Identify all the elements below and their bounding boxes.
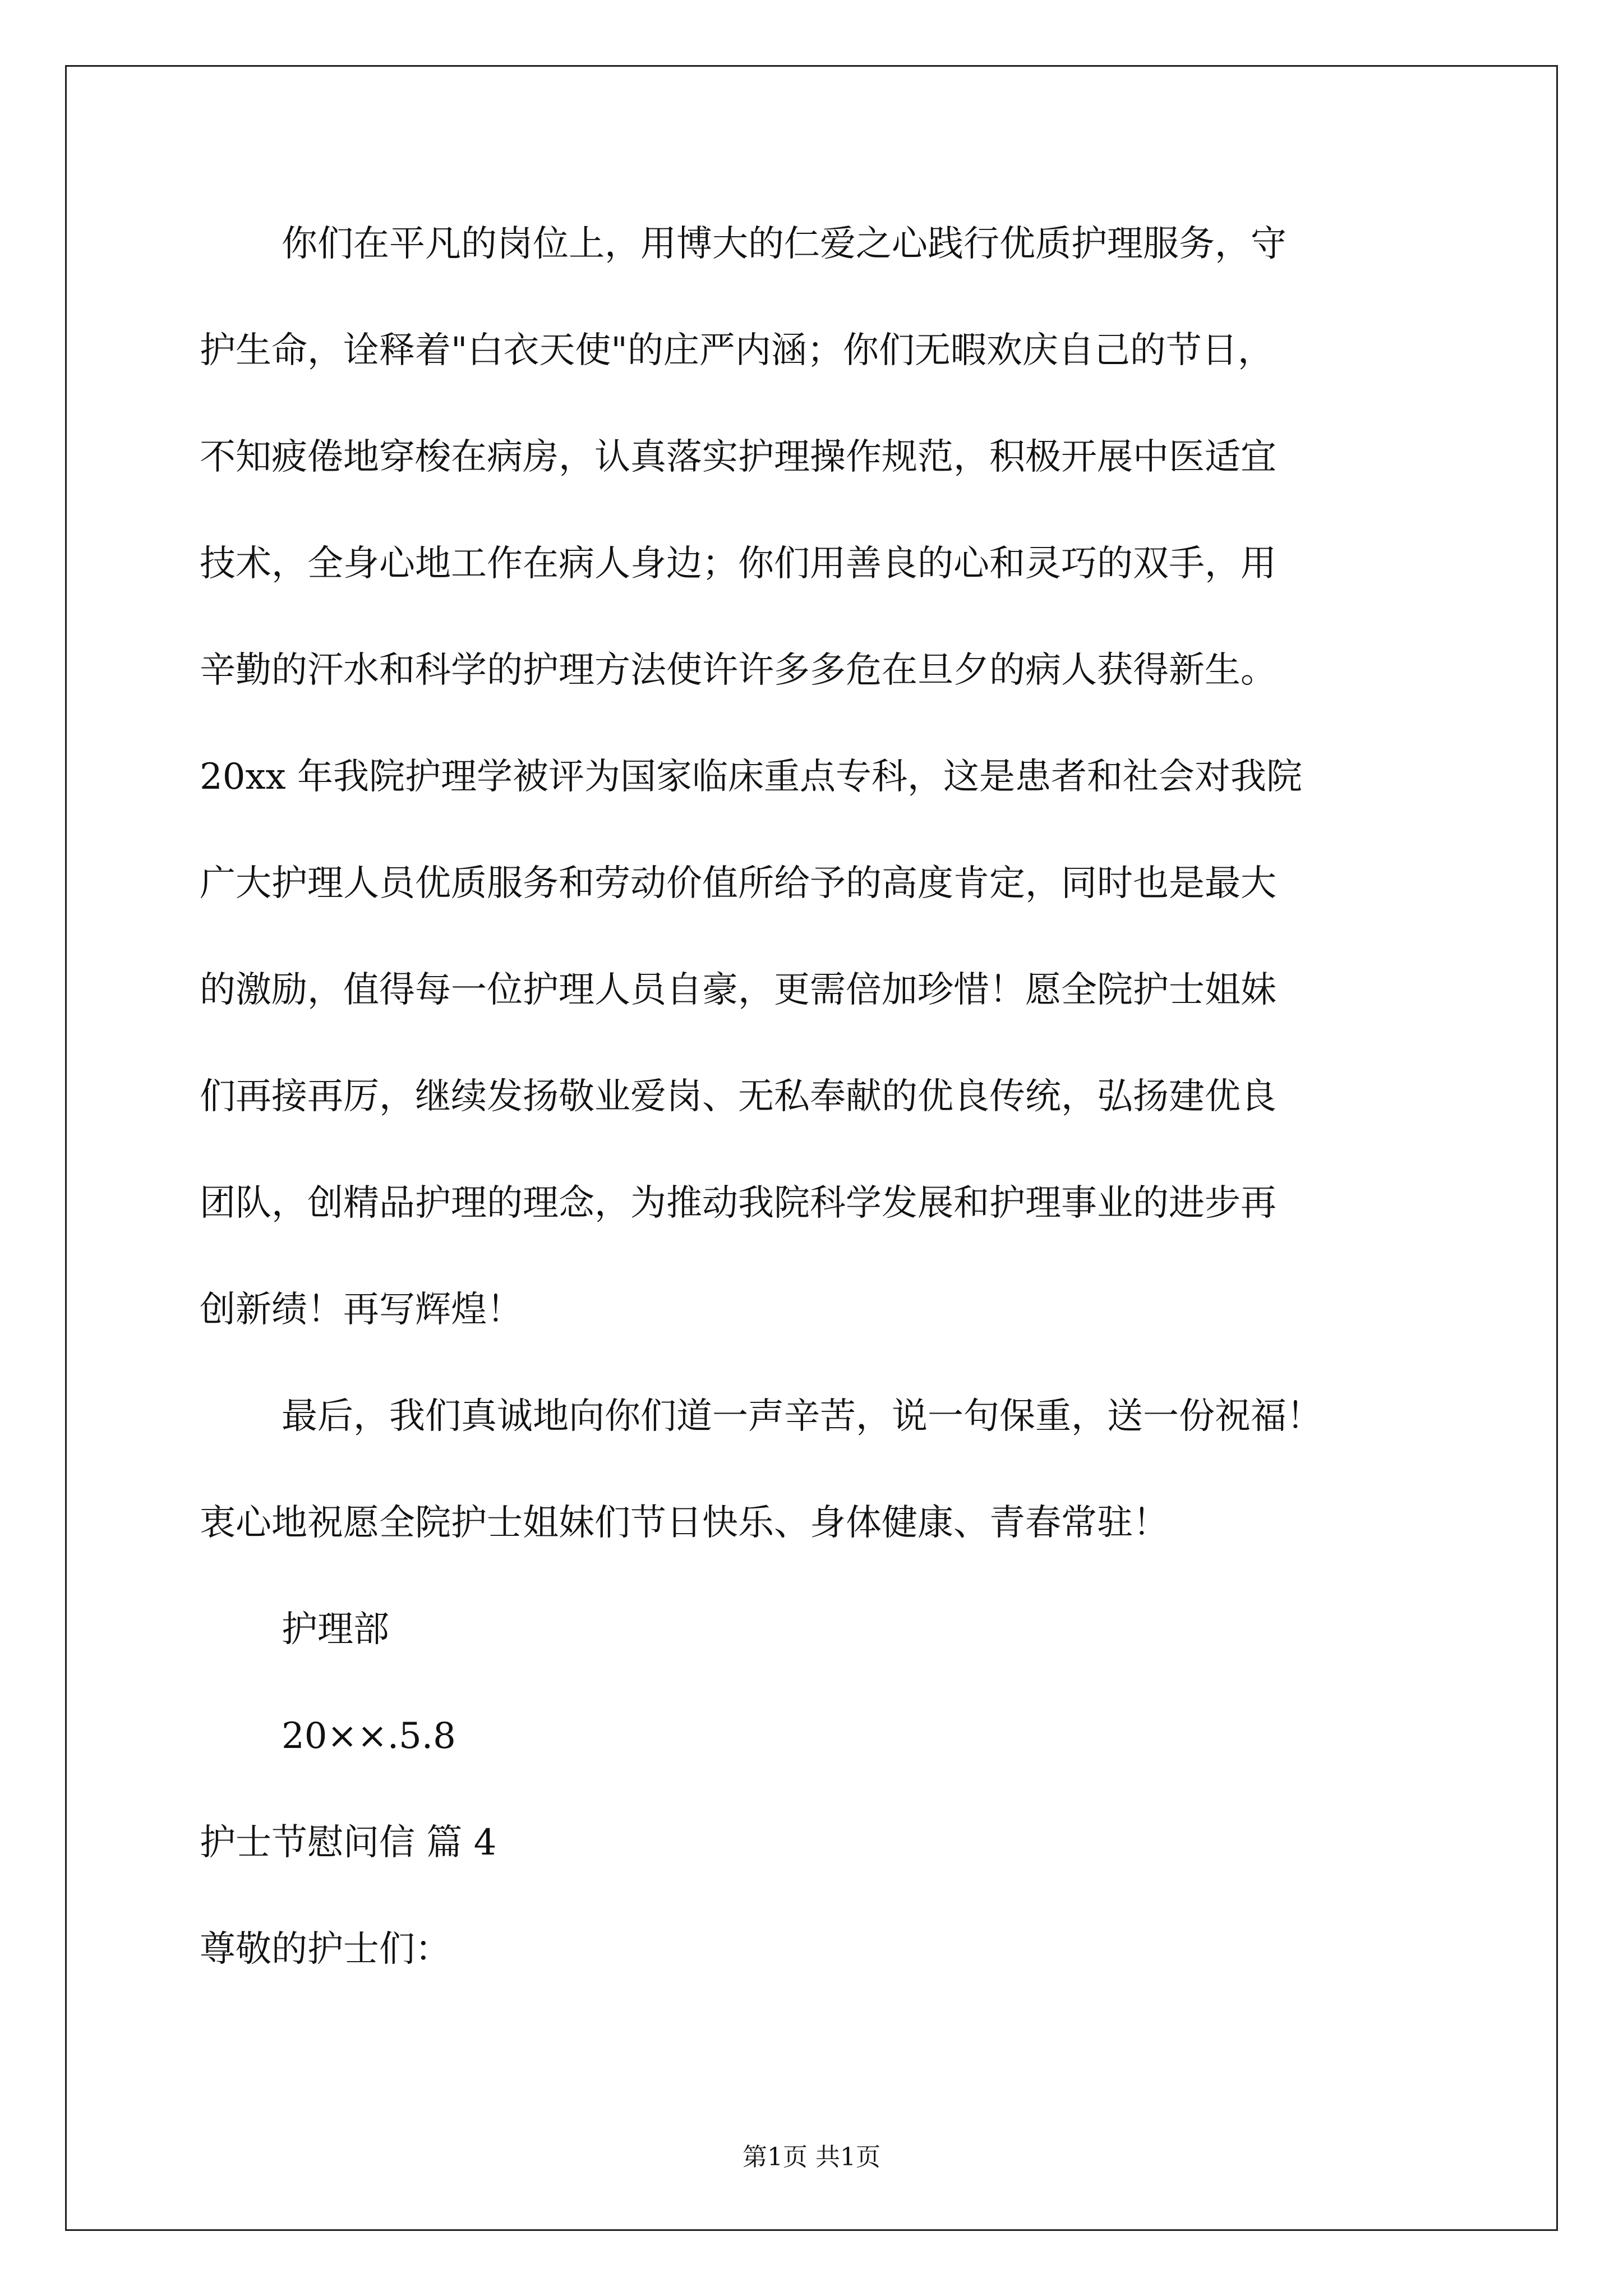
page-footer: 第1页 共1页 [743,2143,880,2171]
paragraph-line: 最后，我们真诚地向你们道一声辛苦，说一句保重，送一份祝福！ [282,1396,1322,1437]
signature: 护理部 [282,1609,389,1650]
paragraph-line: 你们在平凡的岗位上，用博大的仁爱之心践行优质护理服务，守 [282,223,1287,265]
paragraph-line: 创新绩！再写辉煌！ [200,1289,523,1331]
paragraph-line: 衷心地祝愿全院护士姐妹们节日快乐、身体健康、青春常驻！ [200,1502,1169,1544]
letter-date: 20××.5.8 [282,1715,456,1757]
salutation: 尊敬的护士们： [200,1929,451,1970]
paragraph-line: 护生命，诠释着"白衣天使"的庄严内涵；你们无暇欢庆自己的节日， [200,330,1274,371]
paragraph-line: 广大护理人员优质服务和劳动价值所给予的高度肯定，同时也是最大 [200,863,1276,904]
paragraph-2 [200,1393,1428,1607]
section-title: 护士节慰问信 篇 4 [200,1822,497,1864]
document-body [200,221,1428,2033]
paragraph-1 [200,221,1428,1393]
paragraph-line: 们再接再厉，继续发扬敬业爱岗、无私奉献的优良传统，弘扬建优良 [200,1076,1276,1117]
paragraph-line: 技术，全身心地工作在病人身边；你们用善良的心和灵巧的双手，用 [200,543,1276,585]
paragraph-line: 不知疲倦地穿梭在病房，认真落实护理操作规范，积极开展中医适宜 [200,436,1276,478]
paragraph-line: 辛勤的汗水和科学的护理方法使许许多多危在旦夕的病人获得新生。 [200,650,1276,691]
paragraph-line: 团队，创精品护理的理念，为推动我院科学发展和护理事业的进步再 [200,1182,1276,1224]
paragraph-line: 20xx 年我院护理学被评为国家临床重点专科，这是患者和社会对我院 [200,756,1302,798]
paragraph-line: 的激励，值得每一位护理人员自豪，更需倍加珍惜！愿全院护士姐妹 [200,969,1276,1011]
